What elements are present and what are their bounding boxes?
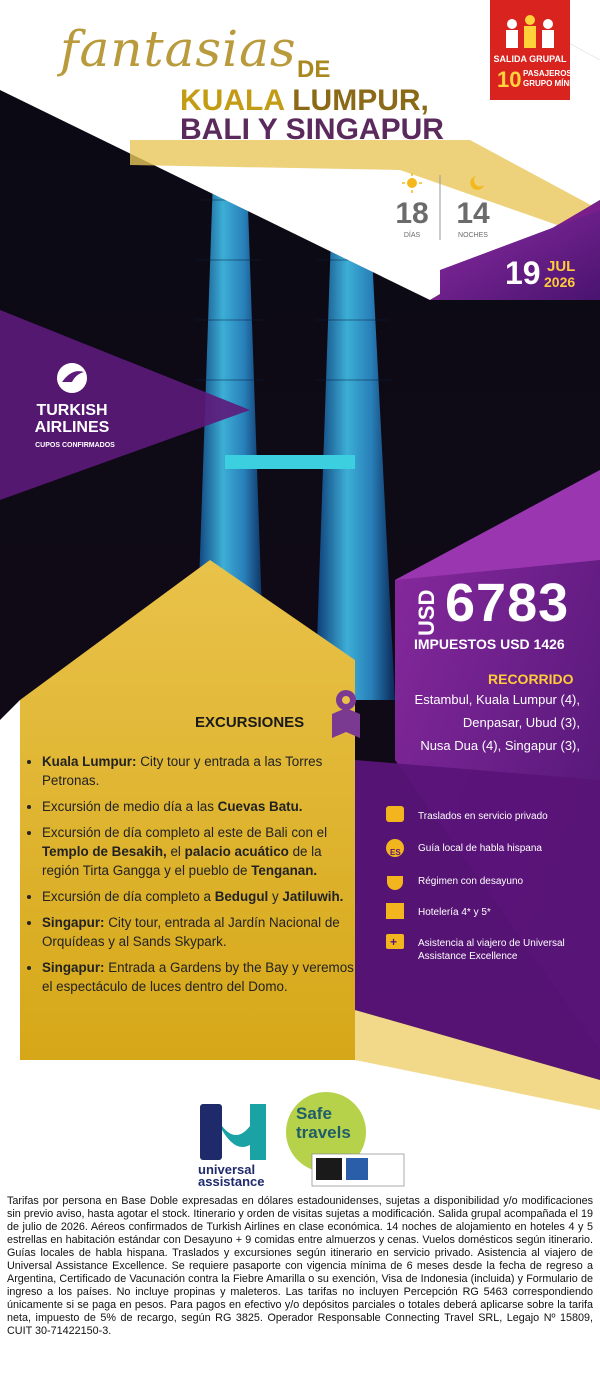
title-kuala: KUALA bbox=[180, 84, 284, 117]
excursion-text: Excursión de medio día a las bbox=[42, 799, 218, 814]
service-transfers: Traslados en servicio privado bbox=[418, 811, 548, 822]
service-assistance: Asistencia al viajero de Universal Assistance Excellence bbox=[418, 938, 565, 962]
excursion-bold: Templo de Besakih, bbox=[42, 844, 167, 859]
nights-count: 14 bbox=[456, 197, 490, 230]
hotel-building-icon bbox=[386, 903, 404, 919]
list-item bbox=[42, 752, 362, 790]
badge-label: SALIDA GRUPAL bbox=[493, 54, 567, 64]
title-de: DE bbox=[297, 56, 331, 83]
safe-travels-text bbox=[296, 1104, 351, 1142]
badge-line-1: PASAJEROS bbox=[523, 69, 572, 78]
list-item bbox=[42, 887, 362, 906]
excursion-bold: Bedugul bbox=[214, 889, 269, 904]
svg-text:+: + bbox=[390, 935, 398, 949]
excursion-bold: palacio acuático bbox=[184, 844, 289, 859]
departure-year: 2026 bbox=[544, 274, 576, 290]
bus-icon bbox=[386, 806, 404, 822]
route-title: RECORRIDO bbox=[488, 671, 574, 687]
universal-assistance-name bbox=[198, 1164, 265, 1188]
excursion-bold: Jatiluwih. bbox=[282, 889, 344, 904]
svg-text:ES: ES bbox=[390, 848, 401, 857]
excursion-text: Entrada a Gardens by the Bay y veremos el espectáculo de luces dentro del Domo. bbox=[42, 960, 354, 994]
excursion-bold: Singapur: bbox=[42, 960, 105, 975]
days-count: 18 bbox=[395, 197, 429, 230]
ua-line-1: universal bbox=[198, 1162, 256, 1177]
excursion-text: de la región Tirta Gangga y el pueblo de bbox=[42, 844, 322, 878]
badge-subtext bbox=[523, 69, 584, 89]
excursion-bold: Cuevas Batu. bbox=[217, 799, 303, 814]
excursion-bold: Kuala Lumpur: bbox=[42, 754, 137, 769]
title-lumpur: LUMPUR, bbox=[292, 84, 429, 117]
title-script: fantasias bbox=[60, 20, 297, 78]
badge-number: 10 bbox=[497, 67, 522, 92]
days-label: DÍAS bbox=[403, 232, 421, 239]
ua-line-2: assistance bbox=[198, 1174, 265, 1189]
price-currency bbox=[404, 580, 444, 640]
service-breakfast: Régimen con desayuno bbox=[418, 876, 524, 887]
list-item bbox=[42, 913, 362, 951]
legal-disclaimer: Tarifas por persona en Base Doble expresadas en dólares estadounidenses, sujetas a disponibilidad y/o modificaciones sin previo aviso, hasta agotar el stock. Itinerario y orden de visitas sujetas a modificación. Salida grupal acompañada el 19 de julio de 2026. Aéreos confirmados de Turkish Airlines en clase económica. 14 noches de alojamiento en hoteles 4 y 5 estrellas en habitación estándar con Desayuno + 9 comidas entre almuerzos y cenas. Vuelos domésticos según itinerario. Guías locales de habla hispana. Traslados y excursiones según itinerario en servicio privado. Asistencia al viajero de Universal Assistance Excellence. Se requiere pasaporte con vigencia mínima de 6 meses desde la fecha de regreso a Argentina, Certificado de Vacunación contra la Fiebre Amarilla o su exención, Visa de Indonesia (incluida) y Formulario de ingreso a los países. No incluye propinas y maleteros. Las tarifas no incluyen Percepción RG 5463 correspondiendo únicamente si se paga en pesos. Para pagos en efectivo y/o depósitos parciales o totales deberá aplicarse sobre la tarifa neta, impuesto de 5% de recargo, según RG 3825. Operador Responsable Connecting Travel SRL, Legajo Nº 15809, CUIT 30-71422150-3. bbox=[7, 1195, 593, 1337]
airline-subtitle: CUPOS CONFIRMADOS bbox=[35, 442, 115, 449]
list-item bbox=[42, 797, 362, 816]
airline-name bbox=[30, 402, 114, 436]
excursion-text: y bbox=[268, 889, 283, 904]
title-line-2: BALI Y SINGAPUR bbox=[180, 113, 444, 146]
excursion-text: el bbox=[166, 844, 185, 859]
route-line: Nusa Dua (4), Singapur (3), bbox=[420, 738, 580, 753]
price-amount: 6783 bbox=[445, 573, 570, 633]
route-line: Denpasar, Ubud (3), bbox=[462, 715, 580, 730]
price-currency-text: USD bbox=[414, 589, 439, 636]
list-item bbox=[42, 823, 362, 880]
excursion-bold: Singapur: bbox=[42, 915, 105, 930]
badge-line-2: GRUPO MÍNIMO bbox=[523, 79, 585, 88]
list-item bbox=[42, 958, 362, 996]
excursions-title: EXCURSIONES bbox=[195, 714, 305, 731]
airline-name-1: TURKISH bbox=[36, 402, 108, 419]
departure-month: JUL bbox=[547, 258, 576, 275]
excursion-text: City tour y entrada a las Torres Petronas. bbox=[42, 754, 323, 788]
excursion-text: Excursión de día completo al este de Bali con el bbox=[42, 825, 328, 840]
excursion-text: City tour, entrada al Jardín Nacional de Orquídeas y al Sands Skypark. bbox=[42, 915, 340, 949]
service-guide: Guía local de habla hispana bbox=[418, 843, 542, 854]
excursions-list bbox=[28, 752, 362, 1003]
departure-day: 19 bbox=[505, 255, 541, 291]
route-line: Estambul, Kuala Lumpur (4), bbox=[414, 692, 580, 707]
safe-line-1: Safe bbox=[296, 1104, 332, 1123]
excursion-text: Excursión de día completo a bbox=[42, 889, 215, 904]
excursion-bold: Tenganan. bbox=[251, 863, 318, 878]
price-taxes: IMPUESTOS USD 1426 bbox=[414, 636, 565, 652]
nights-label: NOCHES bbox=[458, 232, 488, 239]
safe-line-2: travels bbox=[296, 1123, 351, 1142]
service-hotels: Hotelería 4* y 5* bbox=[418, 907, 491, 918]
airline-name-2: AIRLINES bbox=[34, 419, 110, 436]
